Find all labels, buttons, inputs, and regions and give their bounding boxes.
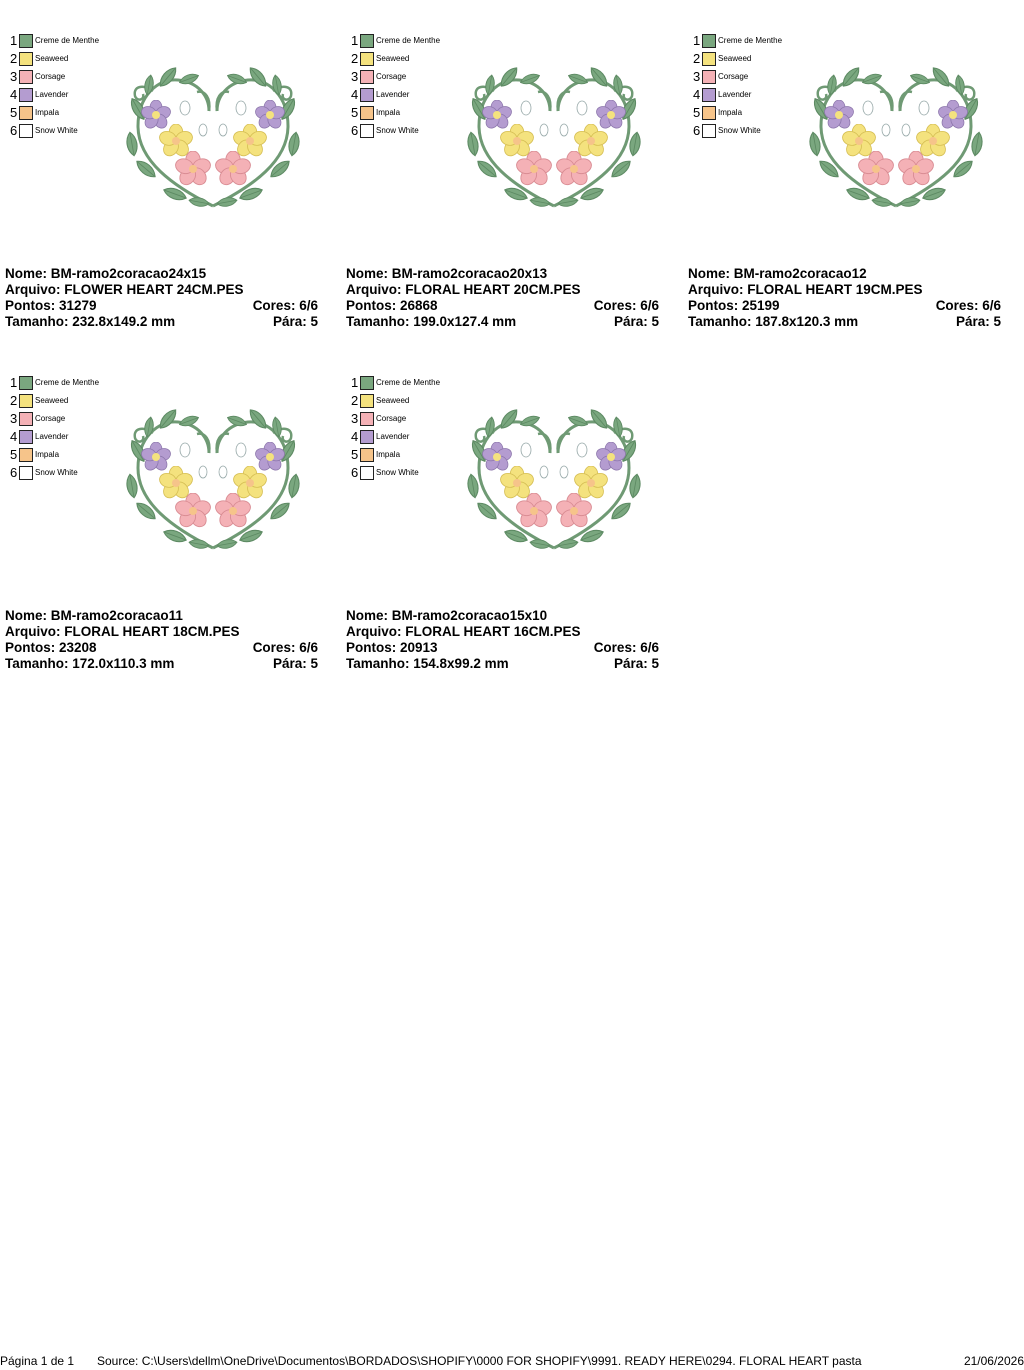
arquivo-label: Arquivo: [688, 282, 744, 297]
stitch-count: 25199 [742, 298, 780, 313]
design-name-row [5, 608, 318, 624]
nome-label: Nome: [346, 266, 389, 281]
legend-color-name: Snow White [376, 126, 419, 135]
legend-color-name: Impala [35, 450, 60, 459]
legend-number: 6 [351, 465, 359, 480]
legend-color-name: Seaweed [35, 396, 69, 405]
color-swatch [360, 52, 374, 66]
size-row [688, 314, 1001, 330]
color-swatch [360, 70, 374, 84]
para-label: Pára: [955, 314, 990, 329]
legend-item [10, 429, 120, 445]
legend-color-name: Impala [35, 108, 60, 117]
page-number: Página 1 de 1 [0, 1354, 75, 1368]
pontos-label: Pontos: [688, 298, 739, 313]
design-info [5, 266, 318, 330]
color-swatch [702, 70, 716, 84]
legend-color-name: Seaweed [35, 54, 69, 63]
legend-item [10, 375, 120, 391]
legend-color-name: Corsage [718, 72, 749, 81]
color-swatch [19, 412, 33, 426]
legend-number: 2 [10, 51, 18, 66]
legend-color-name: Seaweed [376, 54, 410, 63]
legend-item [10, 105, 120, 121]
legend-number: 1 [693, 33, 701, 48]
size-row [5, 656, 318, 672]
color-swatch [19, 88, 33, 102]
legend-item [351, 105, 461, 121]
legend-item [351, 429, 461, 445]
file-row [346, 282, 659, 298]
embroidery-design-image [454, 398, 654, 558]
legend-color-name: Impala [376, 450, 401, 459]
legend-item [351, 447, 461, 463]
embroidery-design-image [113, 398, 313, 558]
para-label: Pára: [613, 314, 648, 329]
stitches-row [346, 640, 659, 656]
color-swatch [19, 376, 33, 390]
color-swatch [19, 124, 33, 138]
legend-number: 6 [351, 123, 359, 138]
color-swatch [360, 466, 374, 480]
legend-item [693, 51, 803, 67]
stop-count: 5 [651, 314, 659, 329]
legend-number: 4 [10, 87, 18, 102]
legend-item [351, 51, 461, 67]
pontos-label: Pontos: [5, 640, 56, 655]
legend-color-name: Snow White [35, 468, 78, 477]
design-card [346, 350, 661, 680]
legend-item [10, 123, 120, 139]
design-card [688, 8, 1003, 338]
stitches-row [346, 298, 659, 314]
legend-color-name: Impala [718, 108, 743, 117]
legend-item [10, 69, 120, 85]
stop-count: 5 [310, 314, 318, 329]
legend-number: 5 [10, 105, 18, 120]
legend-number: 3 [351, 69, 359, 84]
color-swatch [360, 412, 374, 426]
color-swatch [702, 124, 716, 138]
color-swatch [19, 466, 33, 480]
color-count: 6/6 [299, 298, 318, 313]
design-size: 172.0x110.3 mm [72, 656, 175, 671]
legend-color-name: Creme de Menthe [376, 36, 441, 45]
legend-item [693, 123, 803, 139]
embroidery-design-image [454, 56, 654, 216]
legend-color-name: Creme de Menthe [35, 36, 100, 45]
nome-label: Nome: [688, 266, 731, 281]
legend-number: 6 [10, 123, 18, 138]
size-row [5, 314, 318, 330]
legend-number: 1 [10, 33, 18, 48]
design-info [688, 266, 1001, 330]
design-name: BM-ramo2coracao15x10 [391, 608, 548, 623]
legend-item [351, 69, 461, 85]
legend-color-name: Creme de Menthe [718, 36, 783, 45]
legend-number: 1 [351, 33, 359, 48]
legend-color-name: Corsage [35, 414, 66, 423]
color-swatch [360, 106, 374, 120]
tamanho-label: Tamanho: [346, 314, 410, 329]
source-path: Source: C:\Users\dellm\OneDrive\Documentos\BORDADOS\SHOPIFY\0000 FOR SHOPIFY\9991. READY HERE\0294. FLORAL HEART pasta [97, 1354, 862, 1368]
legend-color-name: Corsage [376, 72, 407, 81]
legend-item [10, 465, 120, 481]
legend-number: 4 [10, 429, 18, 444]
design-name: BM-ramo2coracao11 [50, 608, 183, 623]
color-swatch [19, 34, 33, 48]
design-card [346, 8, 661, 338]
color-swatch [19, 448, 33, 462]
design-size: 232.8x149.2 mm [72, 314, 176, 329]
legend-item [10, 51, 120, 67]
legend-number: 5 [10, 447, 18, 462]
color-swatch [360, 88, 374, 102]
color-swatch [360, 34, 374, 48]
para-label: Pára: [272, 314, 307, 329]
legend-number: 2 [10, 393, 18, 408]
arquivo-label: Arquivo: [5, 282, 61, 297]
print-date: 21/06/2026 [963, 1354, 1024, 1368]
legend-item [351, 375, 461, 391]
color-swatch [360, 394, 374, 408]
cores-label: Cores: [593, 640, 637, 655]
legend-color-name: Snow White [376, 468, 419, 477]
legend-number: 3 [10, 411, 18, 426]
legend-number: 3 [351, 411, 359, 426]
legend-number: 1 [10, 375, 18, 390]
legend-color-name: Snow White [35, 126, 78, 135]
design-size: 154.8x99.2 mm [413, 656, 509, 671]
design-name-row [346, 266, 659, 282]
design-name: BM-ramo2coracao20x13 [391, 266, 548, 281]
embroidery-design-image [113, 56, 313, 216]
stitch-count: 31279 [59, 298, 97, 313]
tamanho-label: Tamanho: [5, 656, 69, 671]
stitch-count: 23208 [59, 640, 97, 655]
design-name: BM-ramo2coracao24x15 [50, 266, 207, 281]
color-swatch [702, 106, 716, 120]
color-swatch [702, 52, 716, 66]
legend-color-name: Lavender [376, 90, 410, 99]
arquivo-label: Arquivo: [346, 624, 402, 639]
file-row [5, 282, 318, 298]
pontos-label: Pontos: [5, 298, 56, 313]
legend-color-name: Lavender [718, 90, 752, 99]
legend-number: 3 [10, 69, 18, 84]
color-swatch [19, 106, 33, 120]
file-name: FLORAL HEART 19CM.PES [747, 282, 923, 297]
design-card [5, 350, 320, 680]
nome-label: Nome: [5, 608, 48, 623]
legend-number: 1 [351, 375, 359, 390]
design-name: BM-ramo2coracao12 [733, 266, 867, 281]
legend-item [693, 105, 803, 121]
color-swatch [702, 88, 716, 102]
stop-count: 5 [993, 314, 1001, 329]
file-name: FLORAL HEART 20CM.PES [405, 282, 581, 297]
color-swatch [19, 52, 33, 66]
legend-color-name: Seaweed [376, 396, 410, 405]
color-swatch [360, 376, 374, 390]
legend-item [10, 33, 120, 49]
legend-number: 2 [351, 393, 359, 408]
legend-number: 2 [693, 51, 701, 66]
legend-color-name: Seaweed [718, 54, 752, 63]
file-name: FLORAL HEART 16CM.PES [405, 624, 581, 639]
arquivo-label: Arquivo: [346, 282, 402, 297]
color-count: 6/6 [299, 640, 318, 655]
legend-color-name: Creme de Menthe [35, 378, 100, 387]
size-row [346, 656, 659, 672]
legend-color-name: Lavender [35, 90, 69, 99]
legend-number: 3 [693, 69, 701, 84]
stop-count: 5 [310, 656, 318, 671]
design-name-row [688, 266, 1001, 282]
tamanho-label: Tamanho: [688, 314, 752, 329]
stitch-count: 26868 [400, 298, 438, 313]
legend-item [351, 465, 461, 481]
design-info [5, 608, 318, 672]
stitches-row [688, 298, 1001, 314]
legend-color-name: Corsage [35, 72, 66, 81]
legend-number: 5 [693, 105, 701, 120]
cores-label: Cores: [252, 640, 296, 655]
tamanho-label: Tamanho: [5, 314, 69, 329]
legend-number: 4 [693, 87, 701, 102]
stitch-count: 20913 [400, 640, 438, 655]
legend-color-name: Snow White [718, 126, 761, 135]
legend-number: 2 [351, 51, 359, 66]
file-row [5, 624, 318, 640]
para-label: Pára: [613, 656, 648, 671]
pontos-label: Pontos: [346, 640, 397, 655]
tamanho-label: Tamanho: [346, 656, 410, 671]
color-swatch [19, 70, 33, 84]
legend-number: 6 [693, 123, 701, 138]
legend-color-name: Lavender [35, 432, 69, 441]
design-info [346, 266, 659, 330]
color-swatch [19, 394, 33, 408]
design-size: 199.0x127.4 mm [413, 314, 517, 329]
color-swatch [19, 430, 33, 444]
design-name-row [346, 608, 659, 624]
stitches-row [5, 640, 318, 656]
cores-label: Cores: [252, 298, 296, 313]
para-label: Pára: [272, 656, 307, 671]
legend-number: 4 [351, 87, 359, 102]
pontos-label: Pontos: [346, 298, 397, 313]
legend-item [351, 393, 461, 409]
file-row [688, 282, 1001, 298]
arquivo-label: Arquivo: [5, 624, 61, 639]
legend-item [10, 87, 120, 103]
design-info [346, 608, 659, 672]
stop-count: 5 [651, 656, 659, 671]
legend-number: 4 [351, 429, 359, 444]
legend-item [10, 447, 120, 463]
color-swatch [360, 124, 374, 138]
color-count: 6/6 [982, 298, 1001, 313]
legend-item [351, 33, 461, 49]
cores-label: Cores: [593, 298, 637, 313]
legend-number: 5 [351, 447, 359, 462]
design-size: 187.8x120.3 mm [755, 314, 859, 329]
legend-item [351, 411, 461, 427]
legend-color-name: Impala [376, 108, 401, 117]
nome-label: Nome: [346, 608, 389, 623]
stitches-row [5, 298, 318, 314]
size-row [346, 314, 659, 330]
design-name-row [5, 266, 318, 282]
legend-color-name: Creme de Menthe [376, 378, 441, 387]
legend-item [351, 123, 461, 139]
legend-color-name: Corsage [376, 414, 407, 423]
nome-label: Nome: [5, 266, 48, 281]
legend-color-name: Lavender [376, 432, 410, 441]
design-card [5, 8, 320, 338]
legend-number: 6 [10, 465, 18, 480]
color-count: 6/6 [640, 640, 659, 655]
legend-number: 5 [351, 105, 359, 120]
color-swatch [360, 430, 374, 444]
color-swatch [360, 448, 374, 462]
color-swatch [702, 34, 716, 48]
file-name: FLOWER HEART 24CM.PES [64, 282, 244, 297]
legend-item [351, 87, 461, 103]
legend-item [693, 87, 803, 103]
file-row [346, 624, 659, 640]
cores-label: Cores: [935, 298, 979, 313]
legend-item [10, 393, 120, 409]
file-name: FLORAL HEART 18CM.PES [64, 624, 240, 639]
legend-item [693, 69, 803, 85]
color-count: 6/6 [640, 298, 659, 313]
legend-item [693, 33, 803, 49]
legend-item [10, 411, 120, 427]
embroidery-design-image [796, 56, 996, 216]
page-footer [0, 1353, 1024, 1369]
